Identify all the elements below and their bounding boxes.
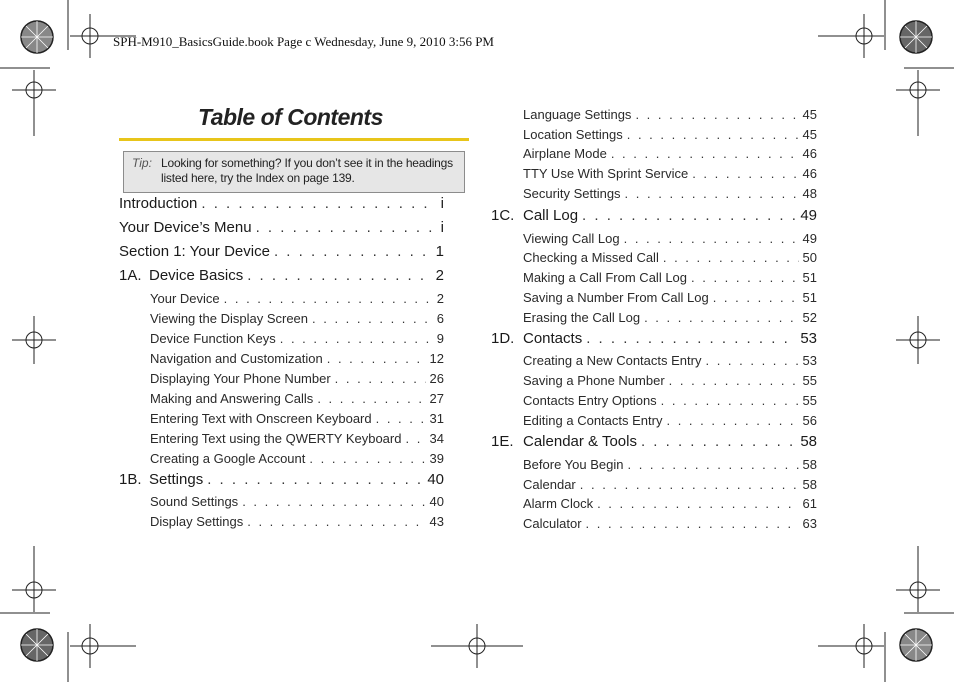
toc-subsection-entry[interactable] bbox=[119, 331, 444, 346]
toc-entry-title: Displaying Your Phone Number bbox=[150, 371, 331, 386]
toc-page-number: 45 bbox=[802, 107, 817, 122]
toc-dot-leader bbox=[713, 290, 799, 305]
toc-dot-leader bbox=[586, 516, 799, 531]
toc-entry-title: Security Settings bbox=[523, 186, 621, 201]
toc-entry-label bbox=[491, 186, 625, 201]
toc-page-number: 34 bbox=[429, 431, 444, 446]
toc-entry-label bbox=[491, 250, 663, 265]
toc-page-number: i bbox=[440, 195, 444, 212]
toc-page-number: 58 bbox=[802, 477, 817, 492]
toc-dot-leader bbox=[692, 166, 798, 181]
toc-page-number: 40 bbox=[429, 494, 444, 509]
toc-page-number: 51 bbox=[802, 270, 817, 285]
toc-dot-leader bbox=[247, 267, 431, 284]
toc-entry-label bbox=[491, 330, 586, 347]
toc-page-number: 2 bbox=[436, 291, 444, 306]
toc-entry-label bbox=[491, 496, 597, 511]
toc-dot-leader bbox=[625, 186, 799, 201]
toc-entry-label bbox=[491, 231, 624, 246]
toc-subsection-entry[interactable] bbox=[119, 494, 444, 509]
toc-entry-title: Making and Answering Calls bbox=[150, 391, 314, 406]
toc-subsection-entry[interactable] bbox=[491, 231, 817, 246]
toc-dot-leader bbox=[644, 310, 798, 325]
toc-entry-title: Call Log bbox=[523, 207, 579, 224]
toc-chapter-code: 1C. bbox=[491, 207, 515, 224]
toc-page-number: 27 bbox=[429, 391, 444, 406]
toc-entry-label bbox=[119, 431, 405, 446]
toc-subsection-entry[interactable] bbox=[491, 290, 817, 305]
toc-entry-title: Creating a Google Account bbox=[150, 451, 306, 466]
toc-page-number: 51 bbox=[802, 290, 817, 305]
toc-dot-leader bbox=[611, 146, 799, 161]
tip-box bbox=[123, 151, 465, 193]
toc-entry-label bbox=[119, 391, 317, 406]
toc-entry-title: Calendar & Tools bbox=[523, 433, 637, 450]
toc-section-entry[interactable] bbox=[119, 471, 444, 488]
toc-entry-title: Display Settings bbox=[150, 514, 244, 529]
toc-entry-label bbox=[119, 331, 280, 346]
toc-entry-label bbox=[119, 371, 335, 386]
toc-dot-leader bbox=[327, 351, 426, 366]
toc-entry-label bbox=[119, 494, 242, 509]
toc-dot-leader bbox=[705, 353, 798, 368]
toc-page-number: 6 bbox=[436, 311, 444, 326]
toc-subsection-entry[interactable] bbox=[491, 413, 817, 428]
toc-entry-label bbox=[491, 516, 586, 531]
toc-subsection-entry[interactable] bbox=[119, 391, 444, 406]
tip-label: Tip: bbox=[132, 156, 152, 170]
toc-entry-title: Language Settings bbox=[523, 107, 632, 122]
toc-entry-title: Alarm Clock bbox=[523, 496, 594, 511]
toc-page-number: 53 bbox=[800, 330, 817, 347]
toc-entry-title: Calculator bbox=[523, 516, 582, 531]
toc-subsection-entry[interactable] bbox=[491, 310, 817, 325]
toc-dot-leader bbox=[624, 231, 799, 246]
toc-entry-title: Contacts Entry Options bbox=[523, 393, 657, 408]
toc-page-number: 50 bbox=[802, 250, 817, 265]
toc-dot-leader bbox=[627, 457, 798, 472]
toc-dot-leader bbox=[280, 331, 433, 346]
toc-page-number: 31 bbox=[429, 411, 444, 426]
toc-dot-leader bbox=[312, 311, 433, 326]
toc-chapter-code: 1E. bbox=[491, 433, 514, 450]
toc-subsection-entry[interactable] bbox=[491, 127, 817, 142]
toc-entry-label bbox=[491, 146, 611, 161]
toc-entry-label bbox=[491, 166, 692, 181]
page-title: Table of Contents bbox=[198, 104, 383, 130]
toc-entry-label bbox=[119, 243, 274, 260]
toc-page-number: 55 bbox=[802, 373, 817, 388]
toc-entry-title: Entering Text using the QWERTY Keyboard bbox=[150, 431, 402, 446]
toc-entry-label bbox=[119, 291, 224, 306]
toc-entry-label bbox=[119, 195, 201, 212]
toc-page-number: 39 bbox=[429, 451, 444, 466]
toc-entry-label bbox=[119, 351, 327, 366]
toc-entry-label bbox=[491, 413, 666, 428]
toc-dot-leader bbox=[635, 107, 798, 122]
toc-subsection-entry[interactable] bbox=[491, 250, 817, 265]
toc-dot-leader bbox=[597, 496, 798, 511]
toc-page-number: 53 bbox=[802, 353, 817, 368]
toc-dot-leader bbox=[627, 127, 799, 142]
toc-subsection-entry[interactable] bbox=[491, 457, 817, 472]
toc-entry-title: Sound Settings bbox=[150, 494, 239, 509]
toc-page-number: 52 bbox=[802, 310, 817, 325]
toc-dot-leader bbox=[586, 330, 796, 347]
toc-subsection-entry[interactable] bbox=[119, 311, 444, 326]
toc-page-number: 63 bbox=[802, 516, 817, 531]
toc-dot-leader bbox=[309, 451, 425, 466]
toc-page-number: 49 bbox=[802, 231, 817, 246]
toc-dot-leader bbox=[666, 413, 798, 428]
toc-dot-leader bbox=[582, 207, 796, 224]
toc-entry-title: Airplane Mode bbox=[523, 146, 607, 161]
toc-subsection-entry[interactable] bbox=[491, 166, 817, 181]
toc-entry-title: Introduction bbox=[119, 195, 198, 212]
toc-entry-label bbox=[119, 267, 247, 284]
toc-page-number: 56 bbox=[802, 413, 817, 428]
toc-page-number: 49 bbox=[800, 207, 817, 224]
toc-section-entry[interactable] bbox=[491, 207, 817, 224]
toc-section-entry[interactable] bbox=[119, 267, 444, 284]
toc-page-number: 61 bbox=[802, 496, 817, 511]
toc-page-number: 40 bbox=[427, 471, 444, 488]
toc-entry-label bbox=[491, 477, 580, 492]
toc-dot-leader bbox=[201, 195, 436, 212]
toc-page-number: 48 bbox=[802, 186, 817, 201]
toc-page-number: 26 bbox=[429, 371, 444, 386]
toc-entry-label bbox=[491, 207, 582, 224]
toc-page-number: 58 bbox=[802, 457, 817, 472]
toc-entry-label bbox=[491, 127, 627, 142]
toc-page-number: 55 bbox=[802, 393, 817, 408]
toc-subsection-entry[interactable] bbox=[491, 477, 817, 492]
toc-entry-title: Saving a Phone Number bbox=[523, 373, 665, 388]
toc-entry-title: Navigation and Customization bbox=[150, 351, 323, 366]
toc-dot-leader bbox=[405, 431, 425, 446]
toc-section-entry[interactable] bbox=[119, 219, 444, 236]
print-header: SPH-M910_BasicsGuide.book Page c Wednesday, June 9, 2010 3:56 PM bbox=[113, 34, 494, 49]
toc-subsection-entry[interactable] bbox=[491, 496, 817, 511]
toc-entry-title: Before You Begin bbox=[523, 457, 624, 472]
toc-entry-label bbox=[491, 373, 669, 388]
toc-subsection-entry[interactable] bbox=[119, 431, 444, 446]
toc-entry-title: Contacts bbox=[523, 330, 583, 347]
toc-section-entry[interactable] bbox=[119, 243, 444, 260]
toc-page-number: 9 bbox=[436, 331, 444, 346]
toc-dot-leader bbox=[335, 371, 426, 386]
toc-entry-label bbox=[491, 270, 691, 285]
toc-page-number: 2 bbox=[435, 267, 444, 284]
toc-chapter-code: 1D. bbox=[491, 330, 515, 347]
toc-page-number: i bbox=[440, 219, 444, 236]
toc-entry-title: Device Function Keys bbox=[150, 331, 276, 346]
toc-entry-title: Calendar bbox=[523, 477, 576, 492]
toc-subsection-entry[interactable] bbox=[491, 373, 817, 388]
toc-entry-title: Checking a Missed Call bbox=[523, 250, 659, 265]
toc-subsection-entry[interactable] bbox=[119, 451, 444, 466]
toc-section-entry[interactable] bbox=[491, 330, 817, 347]
toc-entry-title: Editing a Contacts Entry bbox=[523, 413, 663, 428]
toc-entry-label bbox=[119, 451, 309, 466]
toc-chapter-code: 1B. bbox=[119, 471, 142, 488]
toc-dot-leader bbox=[661, 393, 799, 408]
toc-entry-title: TTY Use With Sprint Service bbox=[523, 166, 689, 181]
toc-subsection-entry[interactable] bbox=[491, 393, 817, 408]
toc-entry-label bbox=[491, 353, 705, 368]
toc-dot-leader bbox=[580, 477, 799, 492]
title-rule bbox=[119, 138, 469, 141]
toc-entry-label bbox=[119, 219, 256, 236]
toc-page-number: 58 bbox=[800, 433, 817, 450]
toc-dot-leader bbox=[242, 494, 425, 509]
toc-page-number: 46 bbox=[802, 146, 817, 161]
toc-dot-leader bbox=[691, 270, 799, 285]
toc-entry-label bbox=[491, 393, 661, 408]
toc-subsection-entry[interactable] bbox=[119, 291, 444, 306]
toc-entry-title: Your Device bbox=[150, 291, 220, 306]
toc-subsection-entry[interactable] bbox=[491, 146, 817, 161]
toc-dot-leader bbox=[663, 250, 799, 265]
toc-entry-label bbox=[119, 311, 312, 326]
toc-entry-title: Entering Text with Onscreen Keyboard bbox=[150, 411, 372, 426]
toc-entry-title: Section 1: Your Device bbox=[119, 243, 270, 260]
toc-dot-leader bbox=[669, 373, 799, 388]
toc-entry-title: Erasing the Call Log bbox=[523, 310, 641, 325]
toc-section-entry[interactable] bbox=[119, 195, 444, 212]
toc-subsection-entry[interactable] bbox=[491, 107, 817, 122]
toc-dot-leader bbox=[256, 219, 437, 236]
toc-chapter-code: 1A. bbox=[119, 267, 142, 284]
toc-subsection-entry[interactable] bbox=[119, 371, 444, 386]
toc-entry-title: Viewing Call Log bbox=[523, 231, 620, 246]
toc-entry-label bbox=[119, 471, 207, 488]
tip-text: Looking for something? If you don’t see it in the headings listed here, try the Index on page 139. bbox=[161, 156, 453, 185]
toc-page-number: 12 bbox=[429, 351, 444, 366]
toc-section-entry[interactable] bbox=[491, 433, 817, 450]
toc-entry-label bbox=[119, 411, 376, 426]
toc-page-number: 45 bbox=[802, 127, 817, 142]
toc-entry-title: Making a Call From Call Log bbox=[523, 270, 688, 285]
toc-dot-leader bbox=[376, 411, 426, 426]
toc-entry-title: Creating a New Contacts Entry bbox=[523, 353, 702, 368]
toc-entry-title: Saving a Number From Call Log bbox=[523, 290, 709, 305]
toc-page-number: 46 bbox=[802, 166, 817, 181]
toc-subsection-entry[interactable] bbox=[119, 351, 444, 366]
toc-subsection-entry[interactable] bbox=[491, 516, 817, 531]
toc-entry-title: Your Device’s Menu bbox=[119, 219, 252, 236]
toc-page-number: 1 bbox=[435, 243, 444, 260]
toc-dot-leader bbox=[247, 514, 425, 529]
toc-subsection-entry[interactable] bbox=[491, 270, 817, 285]
toc-dot-leader bbox=[207, 471, 423, 488]
toc-dot-leader bbox=[274, 243, 432, 260]
toc-subsection-entry[interactable] bbox=[491, 186, 817, 201]
toc-entry-label bbox=[491, 310, 644, 325]
toc-dot-leader bbox=[641, 433, 796, 450]
toc-subsection-entry[interactable] bbox=[491, 353, 817, 368]
toc-entry-label bbox=[491, 290, 713, 305]
toc-entry-label bbox=[491, 457, 627, 472]
toc-dot-leader bbox=[317, 391, 425, 406]
toc-entry-label bbox=[491, 433, 641, 450]
toc-subsection-entry[interactable] bbox=[119, 411, 444, 426]
toc-subsection-entry[interactable] bbox=[119, 514, 444, 529]
toc-entry-title: Device Basics bbox=[149, 267, 244, 284]
toc-entry-label bbox=[119, 514, 247, 529]
toc-entry-title: Location Settings bbox=[523, 127, 623, 142]
toc-entry-title: Settings bbox=[149, 471, 204, 488]
toc-entry-label bbox=[491, 107, 635, 122]
toc-page-number: 43 bbox=[429, 514, 444, 529]
toc-entry-title: Viewing the Display Screen bbox=[150, 311, 309, 326]
toc-dot-leader bbox=[224, 291, 433, 306]
